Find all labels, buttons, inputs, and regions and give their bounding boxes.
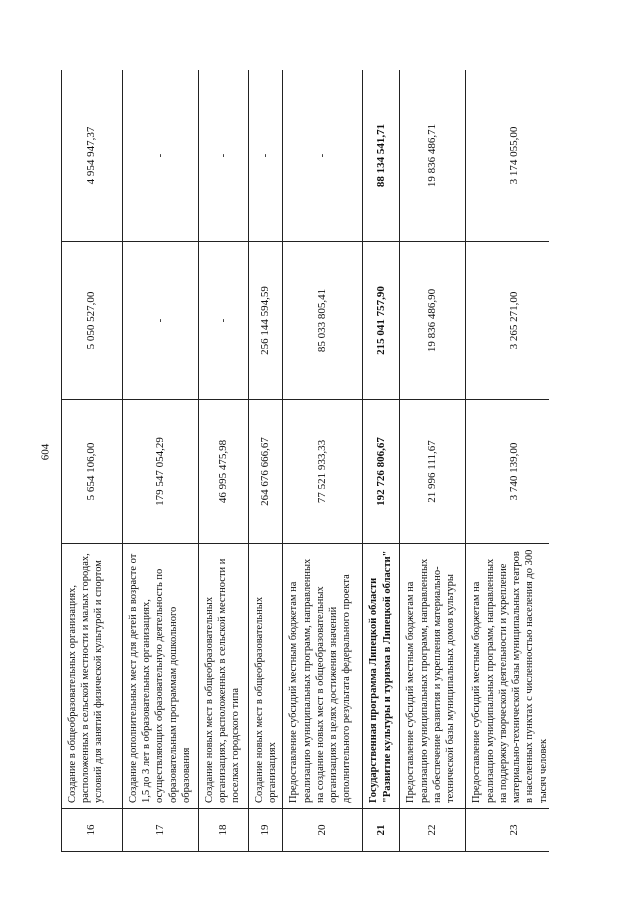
row-value-1: 21 996 111,67 <box>400 400 466 544</box>
table-row <box>199 70 249 852</box>
row-description: Создание дополнительных мест для детей в возрасте от 1,5 до 3 лет в образовательных организациях, осуществляющих образовательную деятельность по образовательным программам дошкольного образования <box>123 544 199 809</box>
row-value-3: 19 836 486,71 <box>400 70 466 242</box>
rotated-table-container <box>61 70 549 852</box>
row-description: Предоставление субсидий местным бюджетам на реализацию муниципальных программ, направленных на обеспечение развития и укрепления материально-технической базы муниципальных домов культуры <box>400 544 466 809</box>
row-value-3: - <box>123 70 199 242</box>
row-value-1: 77 521 933,33 <box>283 400 363 544</box>
row-description: Предоставление субсидий местным бюджетам на реализацию муниципальных программ, направленных на создание новых мест в общеобразовательных организациях в целях достижения значений дополнительного результата федерального проекта <box>283 544 363 809</box>
table-row <box>466 70 549 852</box>
row-value-2: 85 033 805,41 <box>283 242 363 400</box>
budget-table <box>61 70 549 852</box>
row-value-3: - <box>199 70 249 242</box>
page-number: 604 <box>39 443 52 461</box>
row-value-1: 5 654 106,00 <box>62 400 123 544</box>
table-row-program <box>363 70 400 852</box>
row-value-2: - <box>199 242 249 400</box>
table-row <box>123 70 199 852</box>
row-number: 17 <box>123 809 199 852</box>
row-value-1: 46 995 475,98 <box>199 400 249 544</box>
row-number: 16 <box>62 809 123 852</box>
table-row <box>249 70 283 852</box>
table-row <box>283 70 363 852</box>
row-value-1: 3 740 139,00 <box>466 400 549 544</box>
row-value-2: 215 041 757,90 <box>363 242 400 400</box>
row-value-3: 3 174 055,00 <box>466 70 549 242</box>
row-value-3: 4 954 947,37 <box>62 70 123 242</box>
row-value-1: 192 726 806,67 <box>363 400 400 544</box>
row-description: Создание в общеобразовательных организациях, расположенных в сельской местности и малых городах, условий для занятий физической культурой и спортом <box>62 544 123 809</box>
row-value-2: 3 265 271,00 <box>466 242 549 400</box>
row-value-2: - <box>123 242 199 400</box>
row-number: 20 <box>283 809 363 852</box>
row-value-2: 256 144 594,59 <box>249 242 283 400</box>
row-description: Предоставление субсидий местным бюджетам на реализацию муниципальных программ, направленных на поддержку творческой деятельности и укрепление материально-технической базы муниципальных театров в населенных пунктах с численностью населения до 300 тысяч человек <box>466 544 549 809</box>
row-description: Государственная программа Липецкой области "Развитие культуры и туризма в Липецкой области" <box>363 544 400 809</box>
row-value-1: 179 547 054,29 <box>123 400 199 544</box>
table-row <box>62 70 123 852</box>
row-number: 18 <box>199 809 249 852</box>
row-value-3: - <box>249 70 283 242</box>
row-value-3: 88 134 541,71 <box>363 70 400 242</box>
row-number: 21 <box>363 809 400 852</box>
row-value-2: 5 050 527,00 <box>62 242 123 400</box>
row-number: 23 <box>466 809 549 852</box>
table-row <box>400 70 466 852</box>
row-value-1: 264 676 666,67 <box>249 400 283 544</box>
row-description: Создание новых мест в общеобразовательных организациях, расположенных в сельской местности и поселках городского типа <box>199 544 249 809</box>
row-description: Создание новых мест в общеобразовательных организациях <box>249 544 283 809</box>
row-number: 19 <box>249 809 283 852</box>
row-value-2: 19 836 486,90 <box>400 242 466 400</box>
row-number: 22 <box>400 809 466 852</box>
row-value-3: - <box>283 70 363 242</box>
